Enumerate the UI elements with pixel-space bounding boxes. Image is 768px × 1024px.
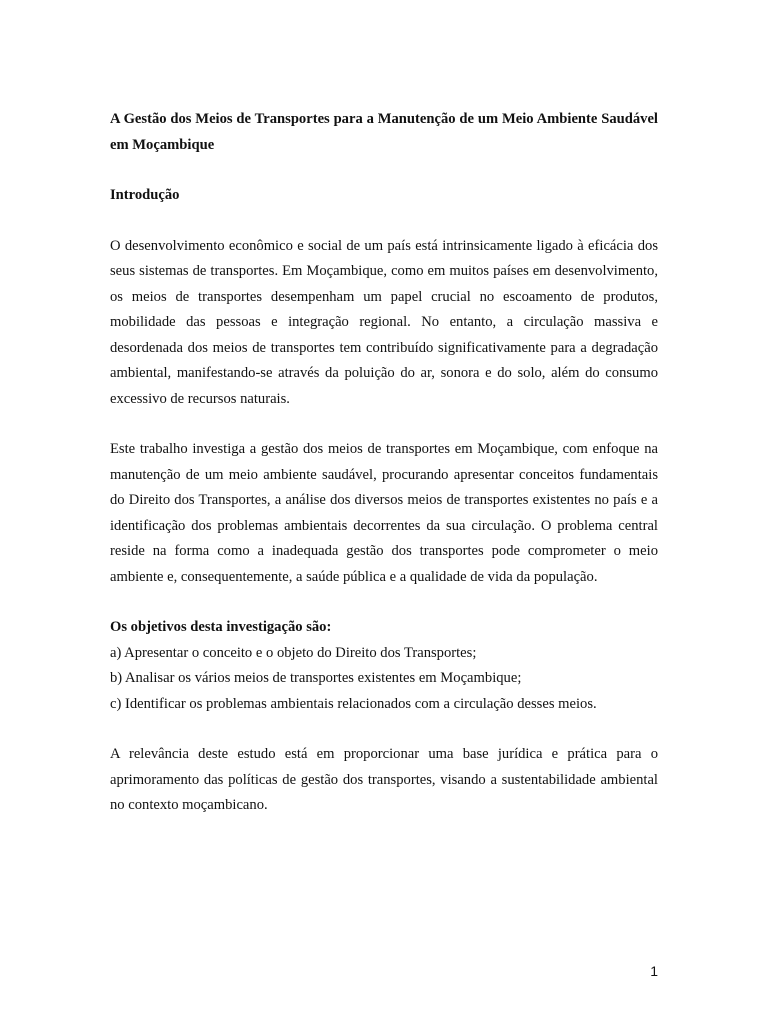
page-number: 1 bbox=[650, 963, 658, 979]
section-heading-introducao: Introdução bbox=[110, 187, 180, 203]
closing-paragraph: A relevância deste estudo está em proporcionar uma base jurídica e prática para o aprimoramento das políticas de gestão dos transportes, visando a sustentabilidade ambiental no contexto moçambicano. bbox=[110, 746, 658, 813]
page-content bbox=[110, 107, 658, 844]
objective-item-c: c) Identificar os problemas ambientais relacionados com a circulação desses meios. bbox=[110, 695, 597, 712]
objective-item-a: a) Apresentar o conceito e o objeto do Direito dos Transportes; bbox=[110, 644, 477, 661]
document-title: A Gestão dos Meios de Transportes para a Manutenção de um Meio Ambiente Saudável em Moçambique bbox=[110, 111, 658, 153]
paragraph-1: O desenvolvimento econômico e social de um país está intrinsicamente ligado à eficácia dos seus sistemas de transportes. Em Moçambique, como em muitos países em desenvolvimento, os meios de transportes desempenham um papel crucial no escoamento de produtos, mobilidade das pessoas e integração regional. No entanto, a circulação massiva e desordenada dos meios de transportes tem contribuído significativamente para a degradação ambiental, manifestando-se através da poluição do ar, sonora e do solo, além do consumo excessivo de recursos naturais. bbox=[110, 237, 658, 407]
objective-item-b: b) Analisar os vários meios de transportes existentes em Moçambique; bbox=[110, 670, 522, 686]
objectives-heading: Os objetivos desta investigação são: bbox=[110, 619, 332, 635]
objectives-list bbox=[110, 641, 658, 718]
paragraph-2: Este trabalho investiga a gestão dos meios de transportes em Moçambique, com enfoque na manutenção de um meio ambiente saudável, procurando apresentar conceitos fundamentais do Direito dos Transportes, a análise dos diversos meios de transportes existentes no país e a identificação dos problemas ambientais decorrentes da sua circulação. O problema central reside na forma como a inadequada gestão dos transportes pode comprometer o meio ambiente e, consequentemente, a saúde pública e a qualidade de vida da população. bbox=[110, 441, 658, 585]
